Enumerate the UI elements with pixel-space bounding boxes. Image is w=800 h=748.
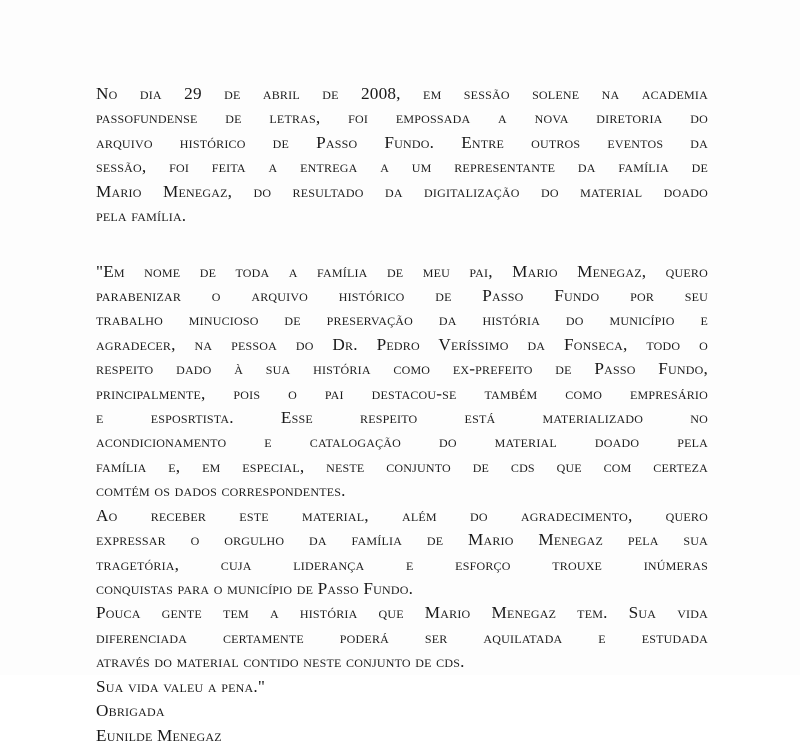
paragraph-intro: [96, 82, 708, 229]
text-line: parabenizar o arquivo histórico de Passo Fundo por seu: [96, 285, 708, 305]
paragraph-quote-1: [96, 260, 708, 504]
text-line: família e, em especial, neste conjunto de cds que com certeza: [96, 456, 708, 476]
paragraph-closing: [96, 675, 708, 748]
text-line: Mario Menegaz, do resultado da digitalização do material doado: [96, 181, 708, 201]
text-line: trabalho minucioso de preservação da história do município e: [96, 310, 708, 330]
text-line: conquistas para o município de Passo Fundo.: [96, 579, 414, 599]
text-line: acondicionamento e catalogação do material doado pela: [96, 432, 708, 452]
text-line: Ao receber este material, além do agradecimento, quero: [96, 505, 708, 525]
text-line: respeito dado à sua história como ex-prefeito de Passo Fundo,: [96, 359, 708, 379]
text-line: diferenciada certamente poderá ser aquilatada e estudada: [96, 627, 708, 647]
text-line: Pouca gente tem a história que Mario Menegaz tem. Sua vida: [96, 603, 708, 623]
text-line: No dia 29 de abril de 2008, em sessão solene na academia: [96, 84, 708, 103]
text-line: principalmente, pois o pai destacou-se também como empresário: [96, 383, 708, 403]
paragraph-quote-3: [96, 601, 708, 674]
text-line: pela família.: [96, 206, 187, 226]
text-line: agradecer, na pessoa do Dr. Pedro Veríssimo da Fonseca, todo o: [96, 334, 708, 354]
text-line: "Em nome de toda a família de meu pai, Mario Menegaz, quero: [96, 261, 708, 281]
text-line: tragetória, cuja liderança e esforço trouxe inúmeras: [96, 554, 708, 574]
signature-name: Eunilde Menegaz: [96, 725, 222, 745]
text-line: comtém os dados correspondentes.: [96, 481, 346, 501]
text-line: passofundense de letras, foi empossada a nova diretoria do: [96, 108, 708, 128]
text-line: arquivo histórico de Passo Fundo. Entre outros eventos da: [96, 132, 708, 152]
document-body: [96, 82, 708, 748]
paragraph-quote-2: [96, 504, 708, 602]
closing-line: Sua vida valeu a pena.": [96, 676, 266, 696]
text-line: sessão, foi feita a entrega a um representante da família de: [96, 157, 708, 177]
text-line: expressar o orgulho da família de Mario Menegaz pela sua: [96, 530, 708, 550]
text-line: através do material contido neste conjunto de cds.: [96, 652, 465, 672]
text-line: e esposrtista. Esse respeito está materializado no: [96, 408, 708, 428]
closing-thanks: Obrigada: [96, 701, 165, 721]
